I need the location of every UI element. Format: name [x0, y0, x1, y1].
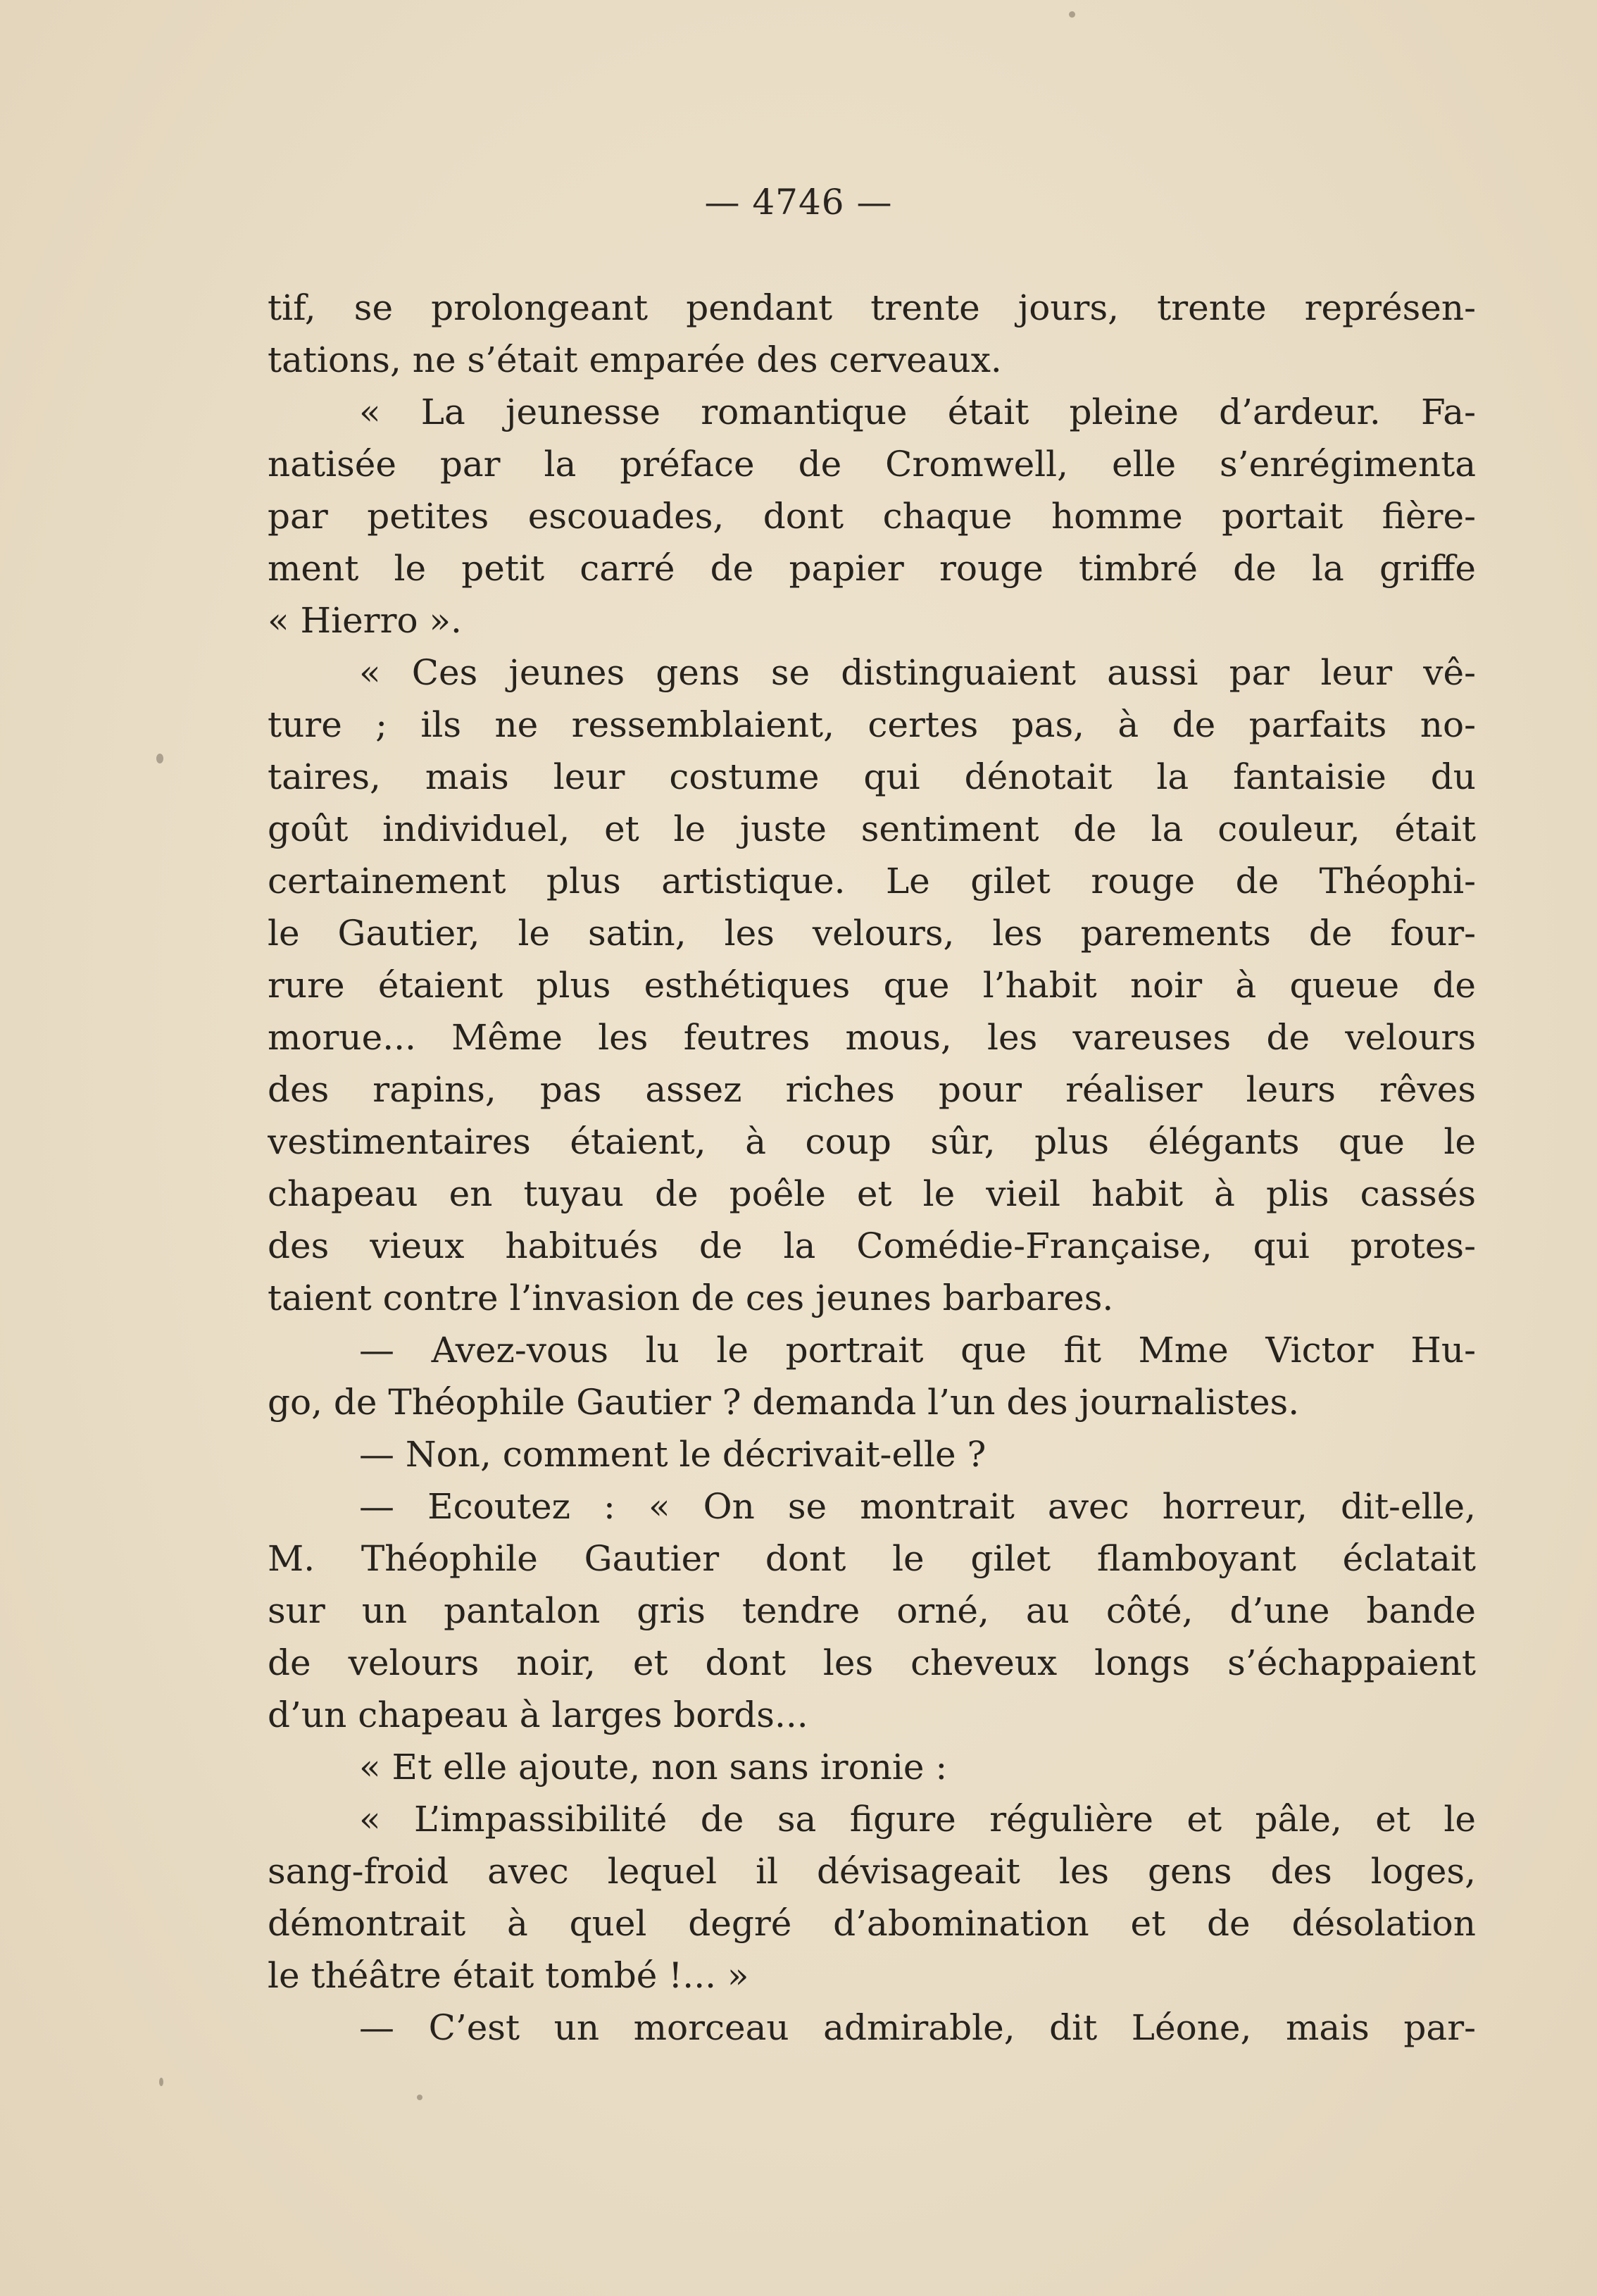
- text-line: ture ; ils ne ressemblaient, certes pas, à de parfaits no-: [268, 704, 1476, 745]
- text-line: de velours noir, et dont les cheveux longs s’échappaient: [268, 1642, 1476, 1683]
- ink-speck: [156, 754, 163, 763]
- text-line: d’un chapeau à larges bords...: [268, 1695, 808, 1735]
- text-line: taient contre l’invasion de ces jeunes barbares.: [268, 1278, 1114, 1318]
- text-line: chapeau en tuyau de poêle et le vieil habit à plis cassés: [268, 1173, 1476, 1214]
- ink-speck: [417, 2095, 422, 2100]
- text-line: taires, mais leur costume qui dénotait la fantaisie du: [268, 756, 1476, 797]
- text-line: — Non, comment le décrivait-elle ?: [359, 1434, 987, 1475]
- text-line: — Ecoutez : « On se montrait avec horreur, dit-elle,: [359, 1486, 1476, 1527]
- page-number: — 4746 —: [704, 182, 893, 223]
- text-line: le théâtre était tombé !... »: [268, 1955, 749, 1996]
- text-line: des rapins, pas assez riches pour réaliser leurs rêves: [268, 1069, 1476, 1110]
- text-line: « Et elle ajoute, non sans ironie :: [359, 1747, 948, 1787]
- text-line: par petites escouades, dont chaque homme portait fière-: [268, 496, 1476, 537]
- text-line: ment le petit carré de papier rouge timbré de la griffe: [268, 548, 1476, 589]
- ink-speck: [1069, 11, 1075, 18]
- text-line: — Avez-vous lu le portrait que fit Mme Victor Hu-: [359, 1330, 1476, 1371]
- text-line: démontrait à quel degré d’abomination et de désolation: [268, 1903, 1476, 1944]
- text-line: sang-froid avec lequel il dévisageait les gens des loges,: [268, 1851, 1476, 1892]
- text-line: — C’est un morceau admirable, dit Léone, mais par-: [359, 2007, 1476, 2048]
- text-line: des vieux habitués de la Comédie-Française, qui protes-: [268, 1225, 1476, 1266]
- text-line: « La jeunesse romantique était pleine d’ardeur. Fa-: [359, 392, 1476, 432]
- text-line: tif, se prolongeant pendant trente jours, trente représen-: [268, 287, 1476, 328]
- text-line: goût individuel, et le juste sentiment de la couleur, était: [268, 809, 1476, 849]
- text-line: « L’impassibilité de sa figure régulière et pâle, et le: [359, 1799, 1476, 1840]
- text-line: morue... Même les feutres mous, les vareuses de velours: [268, 1017, 1476, 1058]
- text-line: M. Théophile Gautier dont le gilet flamboyant éclatait: [268, 1538, 1476, 1579]
- text-line: tations, ne s’était emparée des cerveaux.: [268, 339, 1002, 380]
- text-line: « Hierro ».: [268, 600, 462, 641]
- body-text: [268, 282, 1476, 2054]
- text-line: le Gautier, le satin, les velours, les parements de four-: [268, 913, 1476, 954]
- text-line: sur un pantalon gris tendre orné, au côté, d’une bande: [268, 1590, 1476, 1631]
- text-line: natisée par la préface de Cromwell, elle s’enrégimenta: [268, 444, 1476, 485]
- ink-speck: [159, 2078, 163, 2086]
- text-line: certainement plus artistique. Le gilet rouge de Théophi-: [268, 861, 1476, 901]
- text-line: go, de Théophile Gautier ? demanda l’un des journalistes.: [268, 1382, 1300, 1423]
- text-line: « Ces jeunes gens se distinguaient aussi par leur vê-: [359, 652, 1476, 693]
- text-line: rure étaient plus esthétiques que l’habit noir à queue de: [268, 965, 1476, 1006]
- text-line: vestimentaires étaient, à coup sûr, plus élégants que le: [268, 1121, 1476, 1162]
